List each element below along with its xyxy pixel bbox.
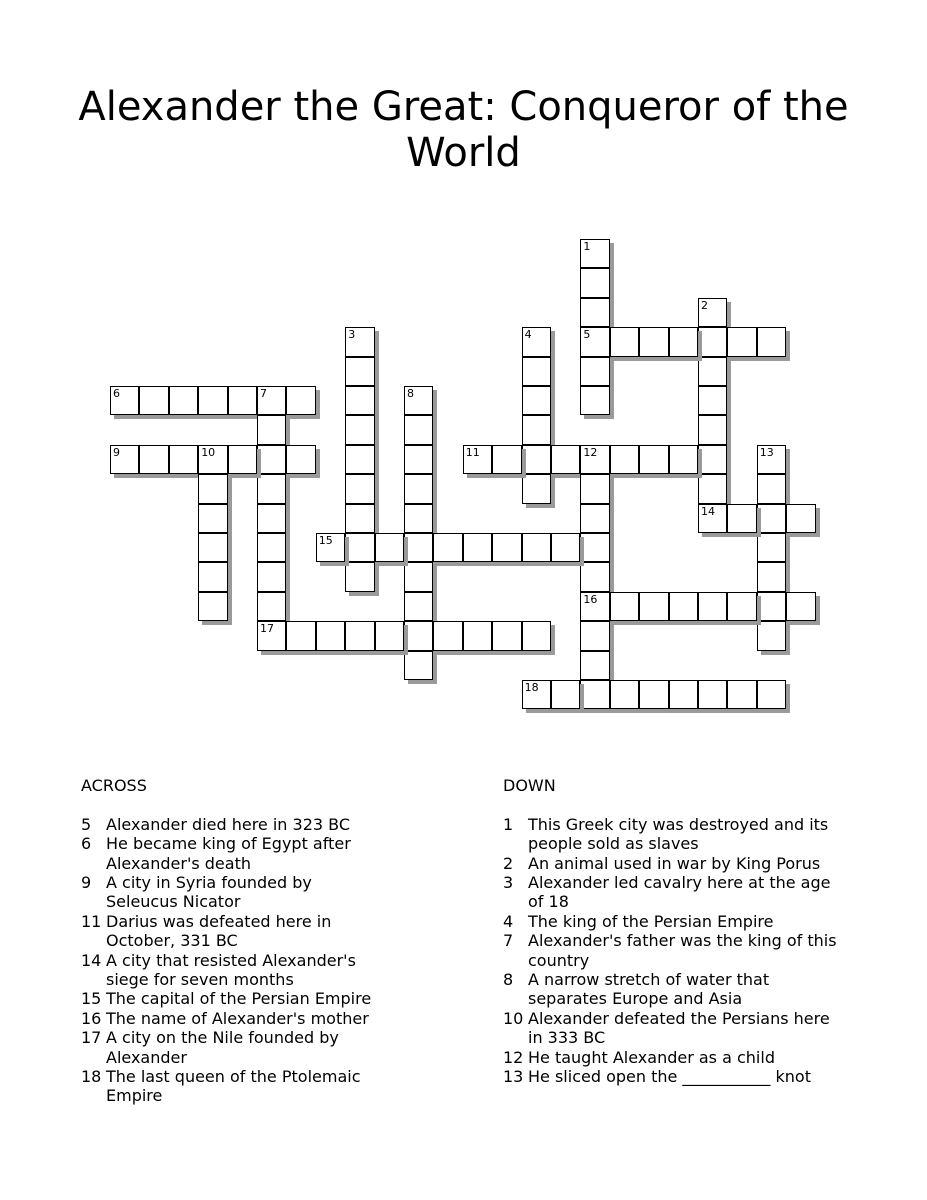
crossword-cell[interactable] — [257, 504, 286, 533]
crossword-cell[interactable] — [404, 415, 433, 444]
across-clue — [81, 873, 381, 912]
crossword-cell[interactable] — [698, 680, 727, 709]
down-clue — [503, 1067, 843, 1086]
crossword-cell[interactable] — [580, 504, 609, 533]
clue-number-label: 2 — [701, 298, 708, 312]
across-clue — [81, 1067, 381, 1106]
crossword-cell[interactable] — [669, 592, 698, 621]
clue-number: 17 — [81, 1028, 102, 1048]
clue-text: A city on the Nile founded by Alexander — [106, 1028, 339, 1067]
crossword-cell[interactable] — [580, 533, 609, 562]
across-clue — [81, 1009, 381, 1028]
crossword-cell[interactable] — [404, 445, 433, 474]
clue-number-label: 3 — [348, 328, 356, 342]
crossword-cell[interactable] — [345, 504, 374, 533]
across-clue — [81, 912, 381, 951]
crossword-cell[interactable] — [786, 592, 815, 621]
crossword-cell[interactable] — [698, 474, 727, 503]
page-title: Alexander the Great: Conqueror of the World — [78, 84, 849, 176]
clue-number: 9 — [81, 873, 92, 893]
crossword-cell[interactable] — [639, 445, 668, 474]
down-clue — [503, 1048, 843, 1067]
crossword-cell[interactable] — [169, 445, 198, 474]
down-clue-list — [503, 815, 843, 1087]
clue-text: A city in Syria founded by Seleucus Nicator — [106, 873, 312, 912]
clue-number: 2 — [503, 853, 514, 873]
crossword-cell[interactable] — [404, 504, 433, 533]
crossword-cell[interactable] — [316, 621, 345, 650]
down-clues — [503, 776, 843, 1086]
crossword-cell[interactable] — [492, 445, 521, 474]
crossword-cell[interactable] — [345, 621, 374, 650]
crossword-cell[interactable] — [522, 474, 551, 503]
crossword-cell[interactable] — [433, 533, 462, 562]
crossword-cell[interactable] — [522, 533, 551, 562]
crossword-cell[interactable] — [639, 680, 668, 709]
clue-number: 8 — [503, 970, 514, 990]
crossword-cell[interactable] — [404, 533, 433, 562]
clue-text: Alexander led cavalry here at the age of 18 — [528, 873, 831, 912]
crossword-cell[interactable] — [228, 386, 257, 415]
across-clue-list — [81, 815, 381, 1106]
crossword-cell[interactable] — [757, 592, 786, 621]
clue-text: He became king of Egypt after Alexander's death — [106, 834, 351, 873]
crossword-cell[interactable] — [698, 386, 727, 415]
clue-number-label: 15 — [318, 534, 333, 547]
crossword-cell[interactable] — [551, 533, 580, 562]
crossword-cell[interactable] — [375, 621, 404, 650]
crossword-cell[interactable] — [198, 562, 227, 591]
clue-number-label: 13 — [759, 445, 774, 459]
clue-number-label: 4 — [524, 328, 532, 342]
clue-text: Alexander's father was the king of this country — [528, 931, 837, 970]
crossword-cell[interactable] — [286, 386, 315, 415]
crossword-cell[interactable] — [551, 445, 580, 474]
crossword-cell[interactable] — [727, 592, 756, 621]
crossword-cell[interactable] — [375, 533, 404, 562]
clue-number: 11 — [81, 911, 102, 931]
crossword-cell[interactable] — [698, 592, 727, 621]
crossword-cell[interactable] — [757, 680, 786, 709]
crossword-cell[interactable] — [257, 592, 286, 621]
crossword-cell[interactable] — [257, 474, 286, 503]
crossword-cell[interactable] — [198, 386, 227, 415]
down-heading: DOWN — [503, 776, 556, 795]
crossword-cell[interactable] — [757, 327, 786, 356]
crossword-cell[interactable] — [727, 327, 756, 356]
crossword-cell[interactable] — [580, 386, 609, 415]
crossword-cell[interactable] — [198, 592, 227, 621]
crossword-cell[interactable] — [404, 621, 433, 650]
clue-number-label: 16 — [583, 592, 598, 606]
crossword-cell[interactable] — [580, 474, 609, 503]
crossword-cell[interactable] — [757, 533, 786, 562]
crossword-cell[interactable] — [522, 415, 551, 444]
crossword-cell[interactable] — [404, 651, 433, 680]
down-clue — [503, 854, 843, 873]
crossword-cell[interactable] — [669, 680, 698, 709]
crossword-cell[interactable] — [580, 268, 609, 297]
crossword-cell[interactable] — [610, 680, 639, 709]
crossword-cell[interactable] — [698, 327, 727, 356]
crossword-cell[interactable] — [345, 386, 374, 415]
crossword-cell[interactable] — [139, 386, 168, 415]
clue-text: A city that resisted Alexander's siege for seven months — [106, 950, 356, 990]
crossword-cell[interactable] — [286, 621, 315, 650]
crossword-cell[interactable] — [580, 680, 609, 709]
clue-number: 7 — [503, 931, 514, 951]
crossword-cell[interactable] — [139, 445, 168, 474]
down-clue — [503, 912, 843, 931]
crossword-cell[interactable] — [345, 415, 374, 444]
clue-text: He sliced open the ___________ knot — [528, 1067, 811, 1087]
clue-number-label: 11 — [465, 445, 480, 459]
clue-text: Darius was defeated here in October, 331 BC — [106, 911, 332, 951]
across-heading: ACROSS — [81, 776, 147, 795]
clue-number: 4 — [503, 911, 514, 931]
crossword-cell[interactable] — [757, 621, 786, 650]
down-clue — [503, 931, 843, 970]
crossword-cell[interactable] — [580, 621, 609, 650]
crossword-cell[interactable] — [198, 533, 227, 562]
across-clue — [81, 1028, 381, 1067]
crossword-cell[interactable] — [169, 386, 198, 415]
crossword-cell[interactable] — [286, 445, 315, 474]
across-clue — [81, 815, 381, 834]
crossword-cell[interactable] — [404, 592, 433, 621]
crossword-cell[interactable] — [198, 474, 227, 503]
clue-number-label: 8 — [407, 387, 414, 400]
clue-number: 1 — [503, 814, 514, 834]
clue-text: The name of Alexander's mother — [106, 1008, 369, 1028]
crossword-cell[interactable] — [757, 474, 786, 503]
clue-text: Alexander defeated the Persians here in 333 BC — [528, 1008, 830, 1048]
crossword-cell[interactable] — [610, 592, 639, 621]
across-clue — [81, 834, 381, 873]
crossword-cell[interactable] — [345, 445, 374, 474]
crossword-cell[interactable] — [757, 562, 786, 591]
crossword-cell[interactable] — [698, 357, 727, 386]
clue-number: 10 — [503, 1008, 524, 1028]
clue-number-label: 5 — [583, 328, 591, 342]
clue-text: The king of the Persian Empire — [528, 911, 774, 931]
down-clue — [503, 815, 843, 854]
crossword-cell[interactable] — [580, 357, 609, 386]
clue-number: 13 — [503, 1067, 524, 1087]
clue-text: The last queen of the Ptolemaic Empire — [106, 1067, 361, 1106]
crossword-cell[interactable] — [580, 298, 609, 327]
clue-number-label: 17 — [260, 622, 274, 636]
crossword-cell[interactable] — [639, 327, 668, 356]
crossword-cell[interactable] — [257, 445, 286, 474]
clue-number: 15 — [81, 989, 102, 1009]
clue-text: The capital of the Persian Empire — [106, 989, 372, 1009]
clue-number-label: 14 — [701, 504, 715, 518]
crossword-cell[interactable] — [522, 386, 551, 415]
clue-number: 6 — [81, 834, 92, 854]
clue-number-label: 1 — [583, 240, 591, 253]
clue-text: He taught Alexander as a child — [528, 1047, 775, 1067]
crossword-cell[interactable] — [669, 327, 698, 356]
clue-number: 3 — [503, 873, 514, 893]
crossword-cell[interactable] — [257, 562, 286, 591]
down-clue — [503, 970, 843, 1009]
crossword-cell[interactable] — [492, 621, 521, 650]
crossword-cell[interactable] — [669, 445, 698, 474]
clue-number: 18 — [81, 1067, 102, 1087]
clue-text: Alexander died here in 323 BC — [106, 814, 351, 834]
crossword-cell[interactable] — [522, 621, 551, 650]
crossword-cell[interactable] — [345, 533, 374, 562]
crossword-cell[interactable] — [610, 445, 639, 474]
clue-number: 16 — [81, 1008, 102, 1028]
crossword-cell[interactable] — [257, 415, 286, 444]
crossword-cell[interactable] — [463, 533, 492, 562]
crossword-cell[interactable] — [580, 651, 609, 680]
clue-text: This Greek city was destroyed and its people sold as slaves — [528, 814, 829, 854]
crossword-cell[interactable] — [580, 562, 609, 591]
crossword-cell[interactable] — [198, 504, 227, 533]
crossword-cell[interactable] — [345, 357, 374, 386]
crossword-cell[interactable] — [727, 680, 756, 709]
clue-text: A narrow stretch of water that separates Europe and Asia — [528, 970, 770, 1009]
crossword-cell[interactable] — [404, 562, 433, 591]
down-clue — [503, 873, 843, 912]
crossword-cell[interactable] — [433, 621, 462, 650]
across-clue — [81, 951, 381, 990]
crossword-cell[interactable] — [727, 504, 756, 533]
clue-number-label: 18 — [524, 681, 539, 694]
crossword-cell[interactable] — [404, 474, 433, 503]
clue-number: 14 — [81, 950, 102, 970]
across-clue — [81, 989, 381, 1008]
crossword-cell[interactable] — [698, 415, 727, 444]
crossword-cell[interactable] — [345, 562, 374, 591]
crossword-cell[interactable] — [492, 533, 521, 562]
clue-number: 5 — [81, 814, 92, 834]
clue-number-label: 10 — [201, 445, 216, 459]
crossword-cell[interactable] — [463, 621, 492, 650]
crossword-cell[interactable] — [228, 445, 257, 474]
crossword-cell[interactable] — [639, 592, 668, 621]
clue-number-label: 12 — [583, 445, 598, 459]
crossword-cell[interactable] — [551, 680, 580, 709]
crossword-cell[interactable] — [786, 504, 815, 533]
clue-number-label: 9 — [113, 445, 120, 459]
clue-number: 12 — [503, 1047, 524, 1067]
crossword-cell[interactable] — [345, 474, 374, 503]
crossword-cell[interactable] — [522, 445, 551, 474]
crossword-cell[interactable] — [698, 445, 727, 474]
clue-number-label: 6 — [113, 387, 120, 400]
clue-text: An animal used in war by King Porus — [528, 853, 821, 873]
crossword-cell[interactable] — [522, 357, 551, 386]
across-clues — [81, 776, 381, 1106]
crossword-cell[interactable] — [610, 327, 639, 356]
crossword-cell[interactable] — [257, 533, 286, 562]
down-clue — [503, 1009, 843, 1048]
crossword-cell[interactable] — [757, 504, 786, 533]
clue-number-label: 7 — [260, 387, 267, 400]
